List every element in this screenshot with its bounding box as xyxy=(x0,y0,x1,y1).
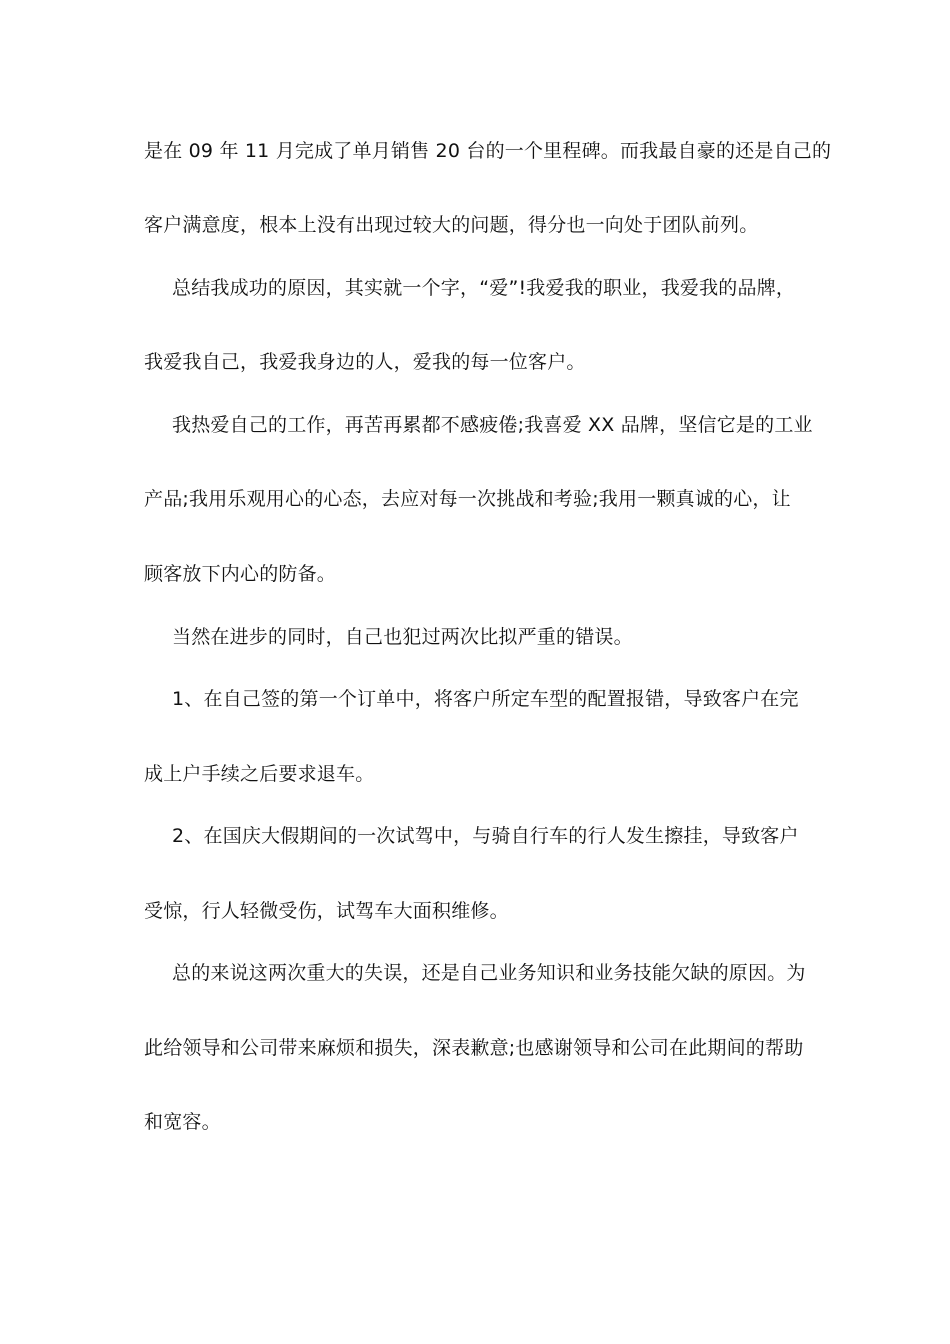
text-line: 此给领导和公司带来麻烦和损失，深表歉意;也感谢领导和公司在此期间的帮助 xyxy=(144,1037,804,1059)
text-line: 受惊，行人轻微受伤，试驾车大面积维修。 xyxy=(144,900,509,922)
text-line: 顾客放下内心的防备。 xyxy=(144,563,337,585)
list-item-line: 1、在自己签的第一个订单中，将客户所定车型的配置报错，导致客户在完 xyxy=(172,688,799,710)
paragraph-start-line: 我热爱自己的工作，再苦再累都不感疲倦;我喜爱 XX 品牌，坚信它是的工业 xyxy=(172,414,813,436)
text-line: 客户满意度，根本上没有出现过较大的问题，得分也一向处于团队前列。 xyxy=(144,214,759,236)
list-item-line: 2、在国庆大假期间的一次试驾中，与骑自行车的行人发生擦挂，导致客户 xyxy=(172,825,799,847)
paragraph-start-line: 总的来说这两次重大的失误，还是自己业务知识和业务技能欠缺的原因。为 xyxy=(172,962,806,984)
paragraph-start-line: 当然在进步的同时，自己也犯过两次比拟严重的错误。 xyxy=(172,626,633,648)
paragraph-start-line: 总结我成功的原因，其实就一个字，“爱”!我爱我的职业，我爱我的品牌， xyxy=(172,277,796,299)
text-line: 和宽容。 xyxy=(144,1111,221,1133)
text-line: 是在 09 年 11 月完成了单月销售 20 台的一个里程碑。而我最自豪的还是自己的 xyxy=(144,140,832,162)
text-line: 成上户手续之后要求退车。 xyxy=(144,763,375,785)
text-line: 我爱我自己，我爱我身边的人，爱我的每一位客户。 xyxy=(144,351,586,373)
text-line: 产品;我用乐观用心的心态，去应对每一次挑战和考验;我用一颗真诚的心，让 xyxy=(144,488,791,510)
